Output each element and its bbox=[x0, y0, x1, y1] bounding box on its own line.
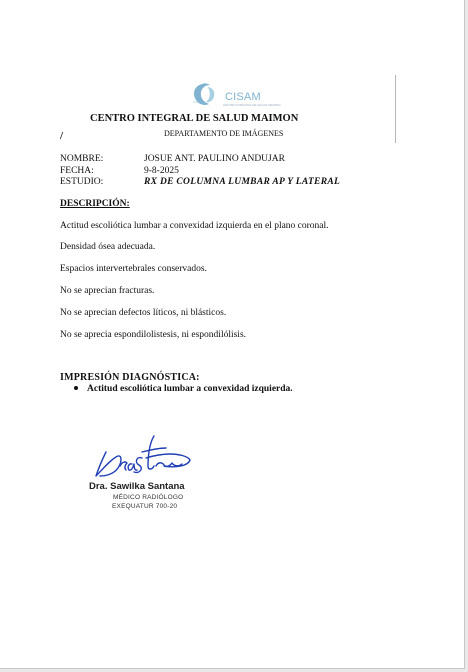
impression-heading: IMPRESIÓN DIAGNÓSTICA: bbox=[60, 372, 200, 383]
institution-title: CENTRO INTEGRAL DE SALUD MAIMON bbox=[90, 113, 299, 124]
signature-role: MÉDICO RADIÓLOGO bbox=[113, 494, 184, 501]
patient-name-row bbox=[60, 154, 285, 164]
margin-divider bbox=[395, 75, 396, 143]
department-subtitle: DEPARTAMENTO DE IMÁGENES bbox=[164, 129, 284, 138]
description-line: No se aprecian defectos líticos, ni blásticos. bbox=[60, 308, 227, 318]
description-heading: DESCRIPCIÓN: bbox=[60, 199, 130, 209]
signature-name: Dra. Sawilka Santana bbox=[89, 481, 185, 492]
description-line: Espacios intervertebrales conservados. bbox=[60, 264, 207, 274]
logo-tagline: CENTRO INTEGRAL DE SALUD MAIMON bbox=[223, 103, 281, 107]
description-line: Actitud escoliótica lumbar a convexidad izquierda en el plano coronal. bbox=[60, 221, 329, 231]
impression-item-text: Actitud escoliótica lumbar a convexidad izquierda. bbox=[87, 384, 293, 394]
date-row bbox=[60, 166, 179, 176]
estudio-value: RX DE COLUMNA LUMBAR AP Y LATERAL bbox=[144, 177, 341, 187]
estudio-label: ESTUDIO: bbox=[60, 177, 104, 187]
fecha-label: FECHA: bbox=[60, 166, 94, 176]
handwritten-signature bbox=[92, 432, 196, 482]
fecha-value: 9-8-2025 bbox=[144, 166, 179, 176]
nombre-label: NOMBRE: bbox=[60, 154, 104, 164]
logo-text: CISAM bbox=[225, 91, 261, 103]
description-line: No se aprecian fracturas. bbox=[60, 286, 155, 296]
slash-mark: / bbox=[60, 130, 64, 142]
bullet-icon bbox=[74, 386, 78, 390]
description-line: Densidad ósea adecuada. bbox=[60, 242, 156, 252]
description-line: No se aprecia espondilolistesis, ni espondilólisis. bbox=[60, 330, 247, 340]
nombre-value: JOSUE ANT. PAULINO ANDUJAR bbox=[144, 154, 285, 164]
signature-exequatur: EXEQUATUR 700-20 bbox=[112, 503, 178, 510]
study-row bbox=[60, 177, 341, 187]
impression-item bbox=[74, 384, 293, 394]
